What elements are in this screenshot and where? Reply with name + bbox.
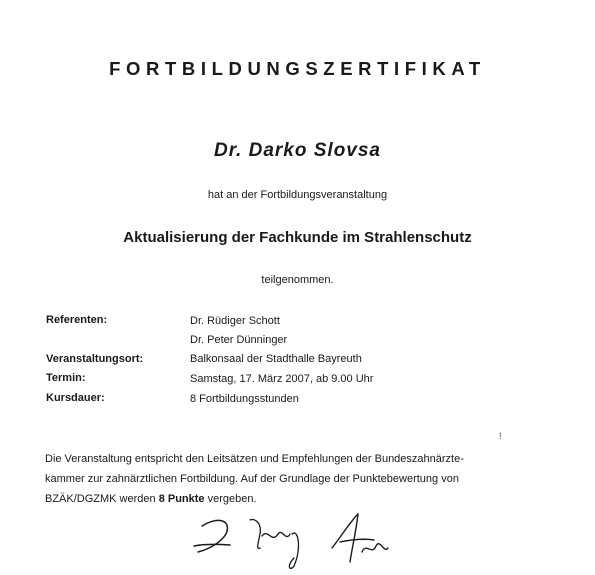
footer-line-2: kammer zur zahnärztlichen Fortbildung. Auf der Grundlage der Punktebewertung von (45, 473, 459, 485)
certificate-title: FORTBILDUNGSZERTIFIKAT (109, 58, 486, 79)
intro-text: hat an der Fortbildungsveranstaltung (207, 189, 388, 201)
kursdauer-value: 8 Fortbildungsstunden (190, 393, 299, 405)
ort-value: Balkonsaal der Stadthalle Bayreuth (190, 353, 362, 365)
outro-text: teilgenommen. (261, 274, 334, 286)
kursdauer-label: Kursdauer: (46, 392, 105, 404)
course-title: Aktualisierung der Fachkunde im Strahlenschutz (123, 229, 472, 246)
termin-value: Samstag, 17. März 2007, ab 9.00 Uhr (190, 373, 374, 385)
footer-line-3 (45, 489, 565, 509)
signature-2 (250, 520, 298, 569)
signature-3 (332, 514, 388, 562)
referent-2: Dr. Peter Dünninger (190, 334, 288, 346)
signatures (190, 508, 410, 575)
footer-text (45, 449, 565, 509)
footer-line-3-prefix: BZÄK/DGZMK werden (45, 493, 159, 505)
points-value: 8 Punkte (158, 493, 205, 505)
termin-label: Termin: (46, 372, 86, 384)
footer-line-3-suffix: vergeben. (204, 493, 257, 505)
ort-label: Veranstaltungsort: (46, 353, 144, 365)
participant-name: Dr. Darko Slovsa (213, 140, 382, 161)
signature-1 (194, 520, 230, 552)
referenten-label: Referenten: (46, 314, 108, 326)
referent-1: Dr. Rüdiger Schott (190, 315, 280, 327)
stray-mark: ! (499, 431, 502, 441)
footer-line-1: Die Veranstaltung entspricht den Leitsätzen und Empfehlungen der Bundeszahnärzte- (45, 453, 464, 465)
